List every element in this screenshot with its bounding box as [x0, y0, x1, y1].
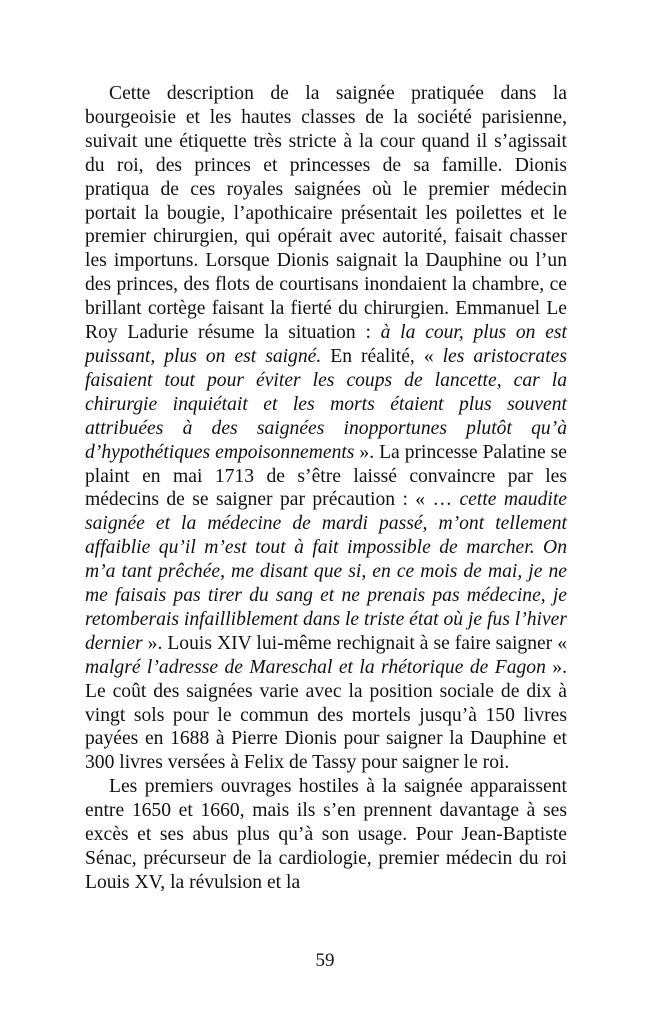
paragraph-1-italic-4: malgré l’adresse de Mareschal et la rhétorique de Fagon — [85, 656, 546, 678]
paragraph-1-text-2: En réalité, « — [321, 345, 443, 367]
paragraph-1-italic-2: les aristocrates faisaient tout pour éviter les coups de lancette, car la chirurgie inquiétait et les morts étaient plus souvent attribuées à des saignées inopportunes plutôt qu’à d’hypothétiques empoisonnements — [85, 345, 567, 463]
page-body — [85, 82, 567, 895]
paragraph-1-italic-3: cette maudite saignée et la médecine de mardi passé, m’ont tellement affaiblie qu’il m’est tout à fait impossible de marcher. On m’a tant prêchée, me disant que si, en ce mois de mai, je ne me faisais pas tirer du sang et ne prenais pas médecine, je retomberais infailliblement dans le triste état où je fus l’hiver dernier — [85, 489, 567, 654]
paragraph-1-italic-1: à la cour, plus on est puissant, plus on est saigné. — [85, 322, 567, 367]
paragraph-1-text-4: ». Louis XIV lui-même rechignait à se faire saigner « — [142, 632, 567, 654]
paragraph-1 — [85, 82, 567, 775]
paragraph-2-text-1: Les premiers ouvrages hostiles à la saignée apparaissent entre 1650 et 1660, mais ils s’en prennent davantage à ses excès et ses abus plus qu’à son usage. Pour Jean-Baptiste Sénac, précurseur de la cardiologie, premier médecin du roi Louis XV, la révulsion et la — [85, 776, 567, 893]
paragraph-1-text-1: Cette description de la saignée pratiquée dans la bourgeoisie et les hautes classes de la société parisienne, suivait une étiquette très stricte à la cour quand il s’agissait du roi, des princes et princesses de sa famille. Dionis pratiqua de ces royales saignées où le premier médecin portait la bougie, l’apothicaire présentait les poilettes et le premier chirurgien, qui opérait avec autorité, faisait chasser les importuns. Lorsque Dionis saignait la Dauphine ou l’un des princes, des flots de courtisans inondaient la chambre, ce brillant cortège faisant la fierté du chirurgien. Emmanuel Le Roy Ladurie résume la situation : — [85, 83, 567, 344]
paragraph-2 — [85, 775, 567, 895]
paragraph-1-text-3: ». La princesse Palatine se plaint en mai 1713 de s’être laissé convaincre par les médecins de se saigner par précaution : « … — [85, 441, 567, 511]
page-number: 59 — [315, 950, 335, 971]
paragraph-1-text-5: ». Le coût des saignées varie avec la position sociale de dix à vingt sols pour le commun des mortels jusqu’à 150 livres payées en 1688 à Pierre Dionis pour saigner la Dauphine et 300 livres versées à Felix de Tassy pour saigner le roi. — [85, 656, 567, 774]
